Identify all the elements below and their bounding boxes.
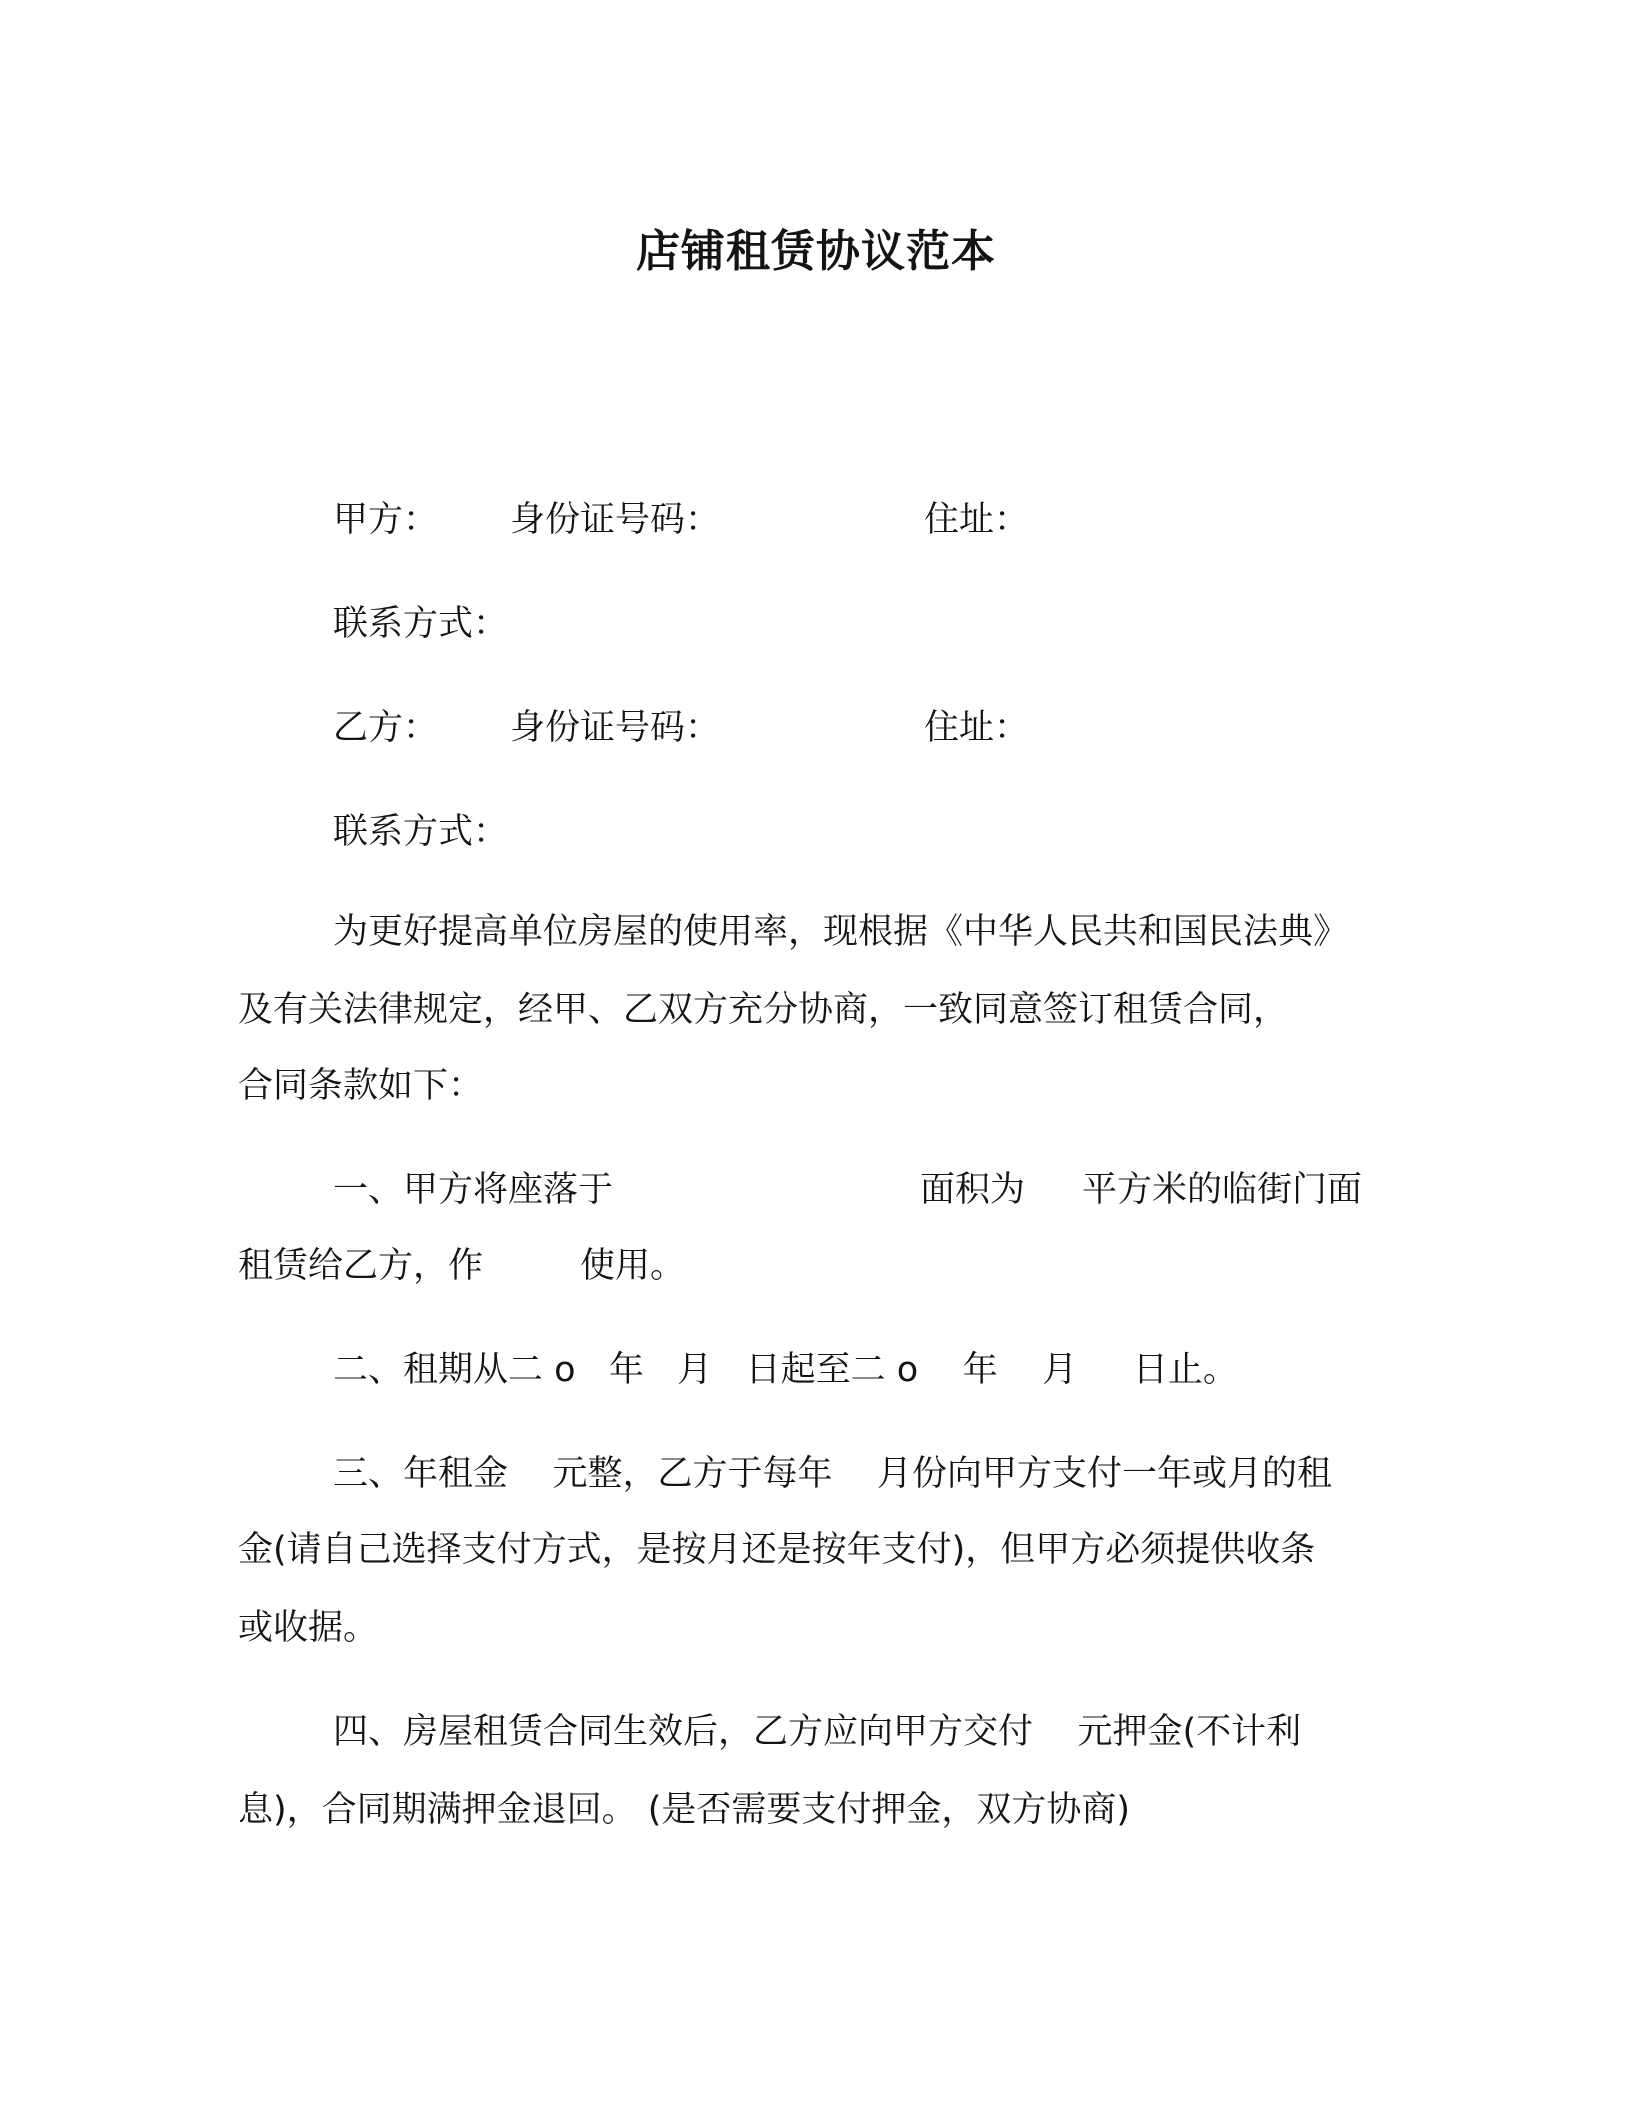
party-b-address-label: 住址： [924,708,1030,748]
clause-1-line-2-part-1: 租赁给乙方，作 [238,1246,484,1286]
clause-1-part-2: 面积为 [920,1170,1026,1210]
clause-4-line-2: 息)，合同期满押金退回。 (是否需要支付押金，双方协商) [238,1790,1131,1830]
clause-1-line-2-part-2: 使用。 [580,1246,686,1286]
clause-1-part-1: 一、甲方将座落于 [333,1170,614,1210]
intro-line-3: 合同条款如下： [238,1066,484,1106]
party-b-id-label: 身份证号码： [510,708,721,748]
party-b-label: 乙方： [333,708,439,748]
party-a-id-label: 身份证号码： [510,500,721,540]
clause-3-line-2: 金(请自己选择支付方式，是按月还是按年支付)，但甲方必须提供收条 [238,1530,1316,1570]
party-a-contact-label: 联系方式： [333,604,509,644]
party-a-address-label: 住址： [924,500,1030,540]
intro-line-1: 为更好提高单位房屋的使用率，现根据《中华人民共和国民法典》 [333,912,1349,952]
party-a-label: 甲方： [333,500,439,540]
clause-3-line-3: 或收据。 [238,1608,379,1648]
document-title: 店铺租赁协议范本 [636,226,996,277]
clause-3-line-1: 三、年租金 元整，乙方于每年 月份向甲方支付一年或月的租 [333,1454,1333,1494]
party-b-contact-label: 联系方式： [333,812,509,852]
clause-4-line-1: 四、房屋租赁合同生效后，乙方应向甲方交付 元押金(不计利 [333,1712,1302,1752]
intro-line-2: 及有关法律规定，经甲、乙双方充分协商，一致同意签订租赁合同， [238,990,1289,1030]
clause-1-part-3: 平方米的临街门面 [1082,1170,1363,1210]
clause-2-text: 二、租期从二 o 年 月 日起至二 o 年 月 日止。 [333,1350,1238,1390]
